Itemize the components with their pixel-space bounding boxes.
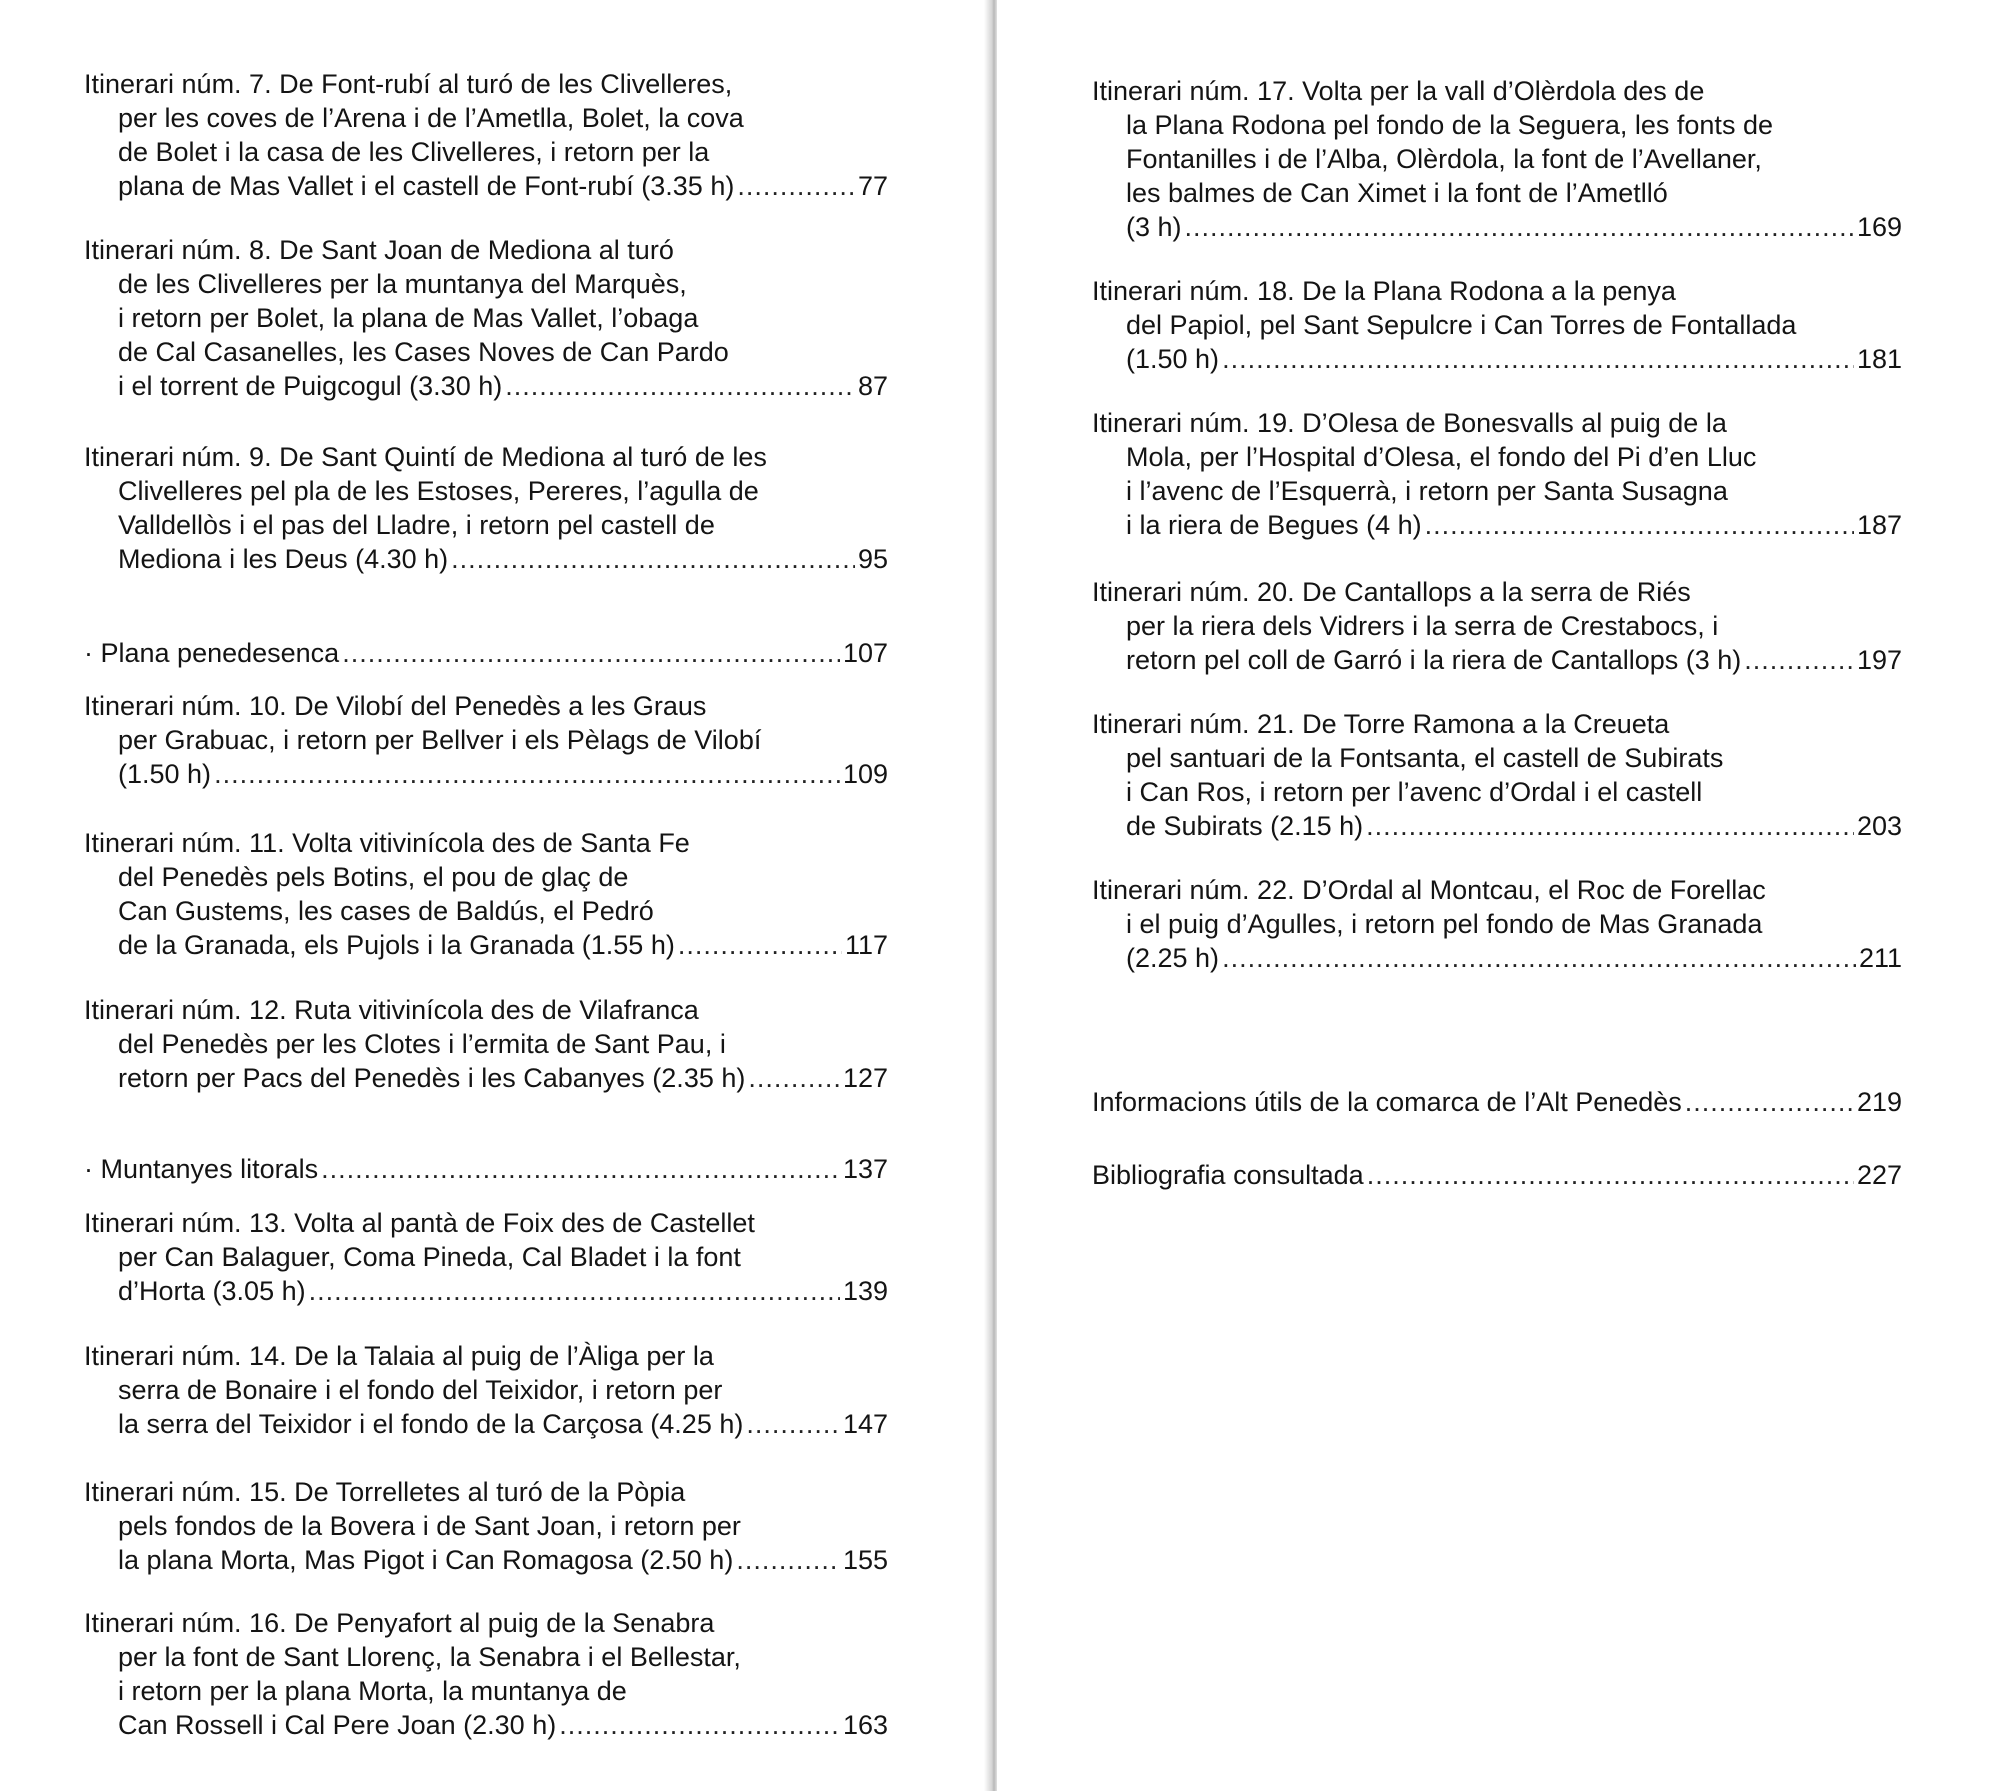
toc-line: Itinerari núm. 8. De Sant Joan de Mediona al turó	[84, 235, 674, 265]
page-number: 107	[842, 638, 888, 668]
toc-line: Bibliografia consultada	[1092, 1160, 1364, 1190]
toc-line: Itinerari núm. 12. Ruta vitivinícola des de Vilafranca	[84, 995, 699, 1025]
page-number: 169	[1856, 212, 1902, 242]
page-number: 181	[1856, 344, 1902, 374]
toc-line: Itinerari núm. 7. De Font-rubí al turó de les Clivelleres,	[84, 69, 733, 99]
dot-leader	[746, 1407, 840, 1441]
dot-leader	[321, 1152, 840, 1186]
toc-line: i l’avenc de l’Esquerrà, i retorn per Santa Susagna	[1126, 476, 1728, 506]
toc-line: i el puig d’Agulles, i retorn pel fondo de Mas Granada	[1126, 909, 1763, 939]
toc-entry-itinerari-19[interactable]	[1092, 406, 1902, 542]
toc-line: (1.50 h)	[1126, 344, 1220, 374]
toc-line-last	[84, 1061, 888, 1095]
toc-line: del Penedès pels Botins, el pou de glaç de	[118, 862, 629, 892]
toc-entry-itinerari-21[interactable]	[1092, 707, 1902, 843]
toc-entry-itinerari-18[interactable]	[1092, 274, 1902, 376]
page-number: 127	[842, 1063, 888, 1093]
toc-line: (3 h)	[1126, 212, 1182, 242]
toc-line-last	[84, 542, 888, 576]
toc-line: plana de Mas Vallet i el castell de Font-rubí (3.35 h)	[118, 171, 735, 201]
toc-line: per la font de Sant Llorenç, la Senabra i el Bellestar,	[118, 1642, 741, 1672]
toc-line: la plana Morta, Mas Pigot i Can Romagosa (2.50 h)	[118, 1545, 734, 1575]
page-number: 197	[1856, 645, 1902, 675]
toc-entry-itinerari-9[interactable]	[84, 440, 888, 576]
toc-entry-itinerari-20[interactable]	[1092, 575, 1902, 677]
toc-line: Can Rossell i Cal Pere Joan (2.30 h)	[118, 1710, 557, 1740]
toc-line: Itinerari núm. 11. Volta vitivinícola des de Santa Fe	[84, 828, 690, 858]
toc-entry-informacions-utils[interactable]	[1092, 1085, 1902, 1119]
toc-line-last	[1092, 809, 1902, 843]
dot-leader	[1744, 643, 1854, 677]
dot-leader	[1367, 1158, 1854, 1192]
toc-entry-itinerari-11[interactable]	[84, 826, 888, 962]
toc-line-last	[1092, 342, 1902, 376]
toc-entry-itinerari-14[interactable]	[84, 1339, 888, 1441]
page-number: 211	[1858, 943, 1902, 973]
toc-line: per la riera dels Vidrers i la serra de Crestabocs, i	[1126, 611, 1719, 641]
page-number: 219	[1856, 1087, 1902, 1117]
right-page	[997, 0, 2000, 1791]
dot-leader	[1366, 809, 1854, 843]
toc-line: i Can Ros, i retorn per l’avenc d’Ordal i el castell	[1126, 777, 1703, 807]
toc-line: de Cal Casanelles, les Cases Noves de Can Pardo	[118, 337, 729, 367]
toc-line: i retorn per Bolet, la plana de Mas Vallet, l’obaga	[118, 303, 699, 333]
dot-leader	[214, 757, 840, 791]
toc-line: Itinerari núm. 22. D’Ordal al Montcau, el Roc de Forellac	[1092, 875, 1766, 905]
toc-line: Itinerari núm. 13. Volta al pantà de Foix des de Castellet	[84, 1208, 755, 1238]
toc-line: retorn pel coll de Garró i la riera de Cantallops (3 h)	[1126, 645, 1742, 675]
toc-entry-itinerari-22[interactable]	[1092, 873, 1902, 975]
toc-line-last	[84, 1543, 888, 1577]
dot-leader	[737, 169, 855, 203]
page-number: 139	[842, 1276, 888, 1306]
dot-leader	[748, 1061, 840, 1095]
page-number: 155	[842, 1545, 888, 1575]
toc-line: de la Granada, els Pujols i la Granada (1.55 h)	[118, 930, 675, 960]
toc-line: per les coves de l’Arena i de l’Ametlla, Bolet, la cova	[118, 103, 744, 133]
toc-entry-itinerari-15[interactable]	[84, 1475, 888, 1577]
dot-leader	[1425, 508, 1854, 542]
toc-line: Valldellòs i el pas del Lladre, i retorn pel castell de	[118, 510, 715, 540]
section-title: · Plana penedesenca	[84, 638, 340, 668]
dot-leader	[309, 1274, 840, 1308]
toc-line-last	[1092, 1085, 1902, 1119]
toc-line: Mediona i les Deus (4.30 h)	[118, 544, 449, 574]
dot-leader	[1222, 941, 1856, 975]
toc-line-last	[1092, 508, 1902, 542]
page-number: 203	[1856, 811, 1902, 841]
toc-entry-itinerari-16[interactable]	[84, 1606, 888, 1742]
toc-line: Informacions útils de la comarca de l’Alt Penedès	[1092, 1087, 1682, 1117]
toc-entry-itinerari-12[interactable]	[84, 993, 888, 1095]
toc-entry-itinerari-8[interactable]	[84, 233, 888, 403]
page-number: 227	[1856, 1160, 1902, 1190]
dot-leader	[1185, 210, 1854, 244]
toc-line: Mola, per l’Hospital d’Olesa, el fondo del Pi d’en Lluc	[1126, 442, 1757, 472]
toc-line-last	[84, 169, 888, 203]
page-number: 109	[842, 759, 888, 789]
toc-line-last	[84, 636, 888, 670]
page-number: 137	[842, 1154, 888, 1184]
toc-line: Itinerari núm. 18. De la Plana Rodona a la penya	[1092, 276, 1676, 306]
toc-line: Itinerari núm. 15. De Torrelletes al turó de la Pòpia	[84, 1477, 686, 1507]
toc-line: les balmes de Can Ximet i la font de l’Ametlló	[1126, 178, 1668, 208]
page-number: 163	[842, 1710, 888, 1740]
toc-line: del Papiol, pel Sant Sepulcre i Can Torres de Fontallada	[1126, 310, 1797, 340]
page-number: 147	[842, 1409, 888, 1439]
toc-line: (1.50 h)	[118, 759, 212, 789]
dot-leader	[736, 1543, 840, 1577]
toc-line: i el torrent de Puigcogul (3.30 h)	[118, 371, 503, 401]
toc-line: Itinerari núm. 17. Volta per la vall d’Olèrdola des de	[1092, 76, 1705, 106]
toc-line: Clivelleres pel pla de les Estoses, Pereres, l’agulla de	[118, 476, 759, 506]
toc-line: la Plana Rodona pel fondo de la Seguera, les fonts de	[1126, 110, 1773, 140]
dot-leader	[451, 542, 855, 576]
toc-line-last	[1092, 941, 1902, 975]
toc-line: i la riera de Begues (4 h)	[1126, 510, 1422, 540]
toc-line: Itinerari núm. 19. D’Olesa de Bonesvalls al puig de la	[1092, 408, 1727, 438]
dot-leader	[678, 928, 842, 962]
toc-line: pel santuari de la Fontsanta, el castell de Subirats	[1126, 743, 1724, 773]
section-title: · Muntanyes litorals	[84, 1154, 319, 1184]
dot-leader	[1685, 1085, 1854, 1119]
toc-section-plana-penedesenca[interactable]	[84, 636, 888, 670]
toc-line: Itinerari núm. 20. De Cantallops a la serra de Riés	[1092, 577, 1691, 607]
toc-line-last	[1092, 1158, 1902, 1192]
page-number: 87	[857, 371, 888, 401]
toc-line-last	[84, 1152, 888, 1186]
toc-line: de Bolet i la casa de les Clivelleres, i retorn per la	[118, 137, 710, 167]
toc-line: Itinerari núm. 10. De Vilobí del Penedès a les Graus	[84, 691, 707, 721]
toc-line: la serra del Teixidor i el fondo de la Carçosa (4.25 h)	[118, 1409, 744, 1439]
toc-line: per Grabuac, i retorn per Bellver i els Pèlags de Vilobí	[118, 725, 762, 755]
toc-line-last	[1092, 210, 1902, 244]
toc-line: i retorn per la plana Morta, la muntanya de	[118, 1676, 627, 1706]
toc-line-last	[84, 1407, 888, 1441]
toc-line: retorn per Pacs del Penedès i les Cabanyes (2.35 h)	[118, 1063, 746, 1093]
toc-line: pels fondos de la Bovera i de Sant Joan, i retorn per	[118, 1511, 741, 1541]
toc-line: (2.25 h)	[1126, 943, 1220, 973]
page-number: 77	[857, 171, 888, 201]
toc-line: per Can Balaguer, Coma Pineda, Cal Bladet i la font	[118, 1242, 741, 1272]
toc-entry-itinerari-7[interactable]	[84, 67, 888, 203]
left-page	[0, 0, 993, 1791]
toc-line: de Subirats (2.15 h)	[1126, 811, 1364, 841]
toc-line: Itinerari núm. 21. De Torre Ramona a la Creueta	[1092, 709, 1670, 739]
toc-entry-itinerari-10[interactable]	[84, 689, 888, 791]
toc-line: de les Clivelleres per la muntanya del Marquès,	[118, 269, 687, 299]
page-number: 117	[844, 930, 888, 960]
toc-line: serra de Bonaire i el fondo del Teixidor, i retorn per	[118, 1375, 723, 1405]
toc-line: Itinerari núm. 14. De la Talaia al puig de l’Àliga per la	[84, 1341, 714, 1371]
toc-line-last	[84, 757, 888, 791]
toc-entry-bibliografia[interactable]	[1092, 1158, 1902, 1192]
toc-line-last	[1092, 643, 1902, 677]
toc-line: d’Horta (3.05 h)	[118, 1276, 306, 1306]
toc-line-last	[84, 1274, 888, 1308]
page-number: 95	[857, 544, 888, 574]
toc-entry-itinerari-17[interactable]	[1092, 74, 1902, 244]
toc-line: Can Gustems, les cases de Baldús, el Pedró	[118, 896, 654, 926]
page-number: 187	[1856, 510, 1902, 540]
toc-entry-itinerari-13[interactable]	[84, 1206, 888, 1308]
toc-section-muntanyes-litorals[interactable]	[84, 1152, 888, 1186]
toc-line-last	[84, 1708, 888, 1742]
dot-leader	[342, 636, 840, 670]
dot-leader	[559, 1708, 840, 1742]
toc-line-last	[84, 928, 888, 962]
toc-line-last	[84, 369, 888, 403]
dot-leader	[505, 369, 855, 403]
toc-line: Itinerari núm. 16. De Penyafort al puig de la Senabra	[84, 1608, 715, 1638]
dot-leader	[1222, 342, 1854, 376]
toc-line: Itinerari núm. 9. De Sant Quintí de Mediona al turó de les	[84, 442, 767, 472]
toc-line: Fontanilles i de l’Alba, Olèrdola, la font de l’Avellaner,	[1126, 144, 1762, 174]
toc-line: del Penedès per les Clotes i l’ermita de Sant Pau, i	[118, 1029, 726, 1059]
